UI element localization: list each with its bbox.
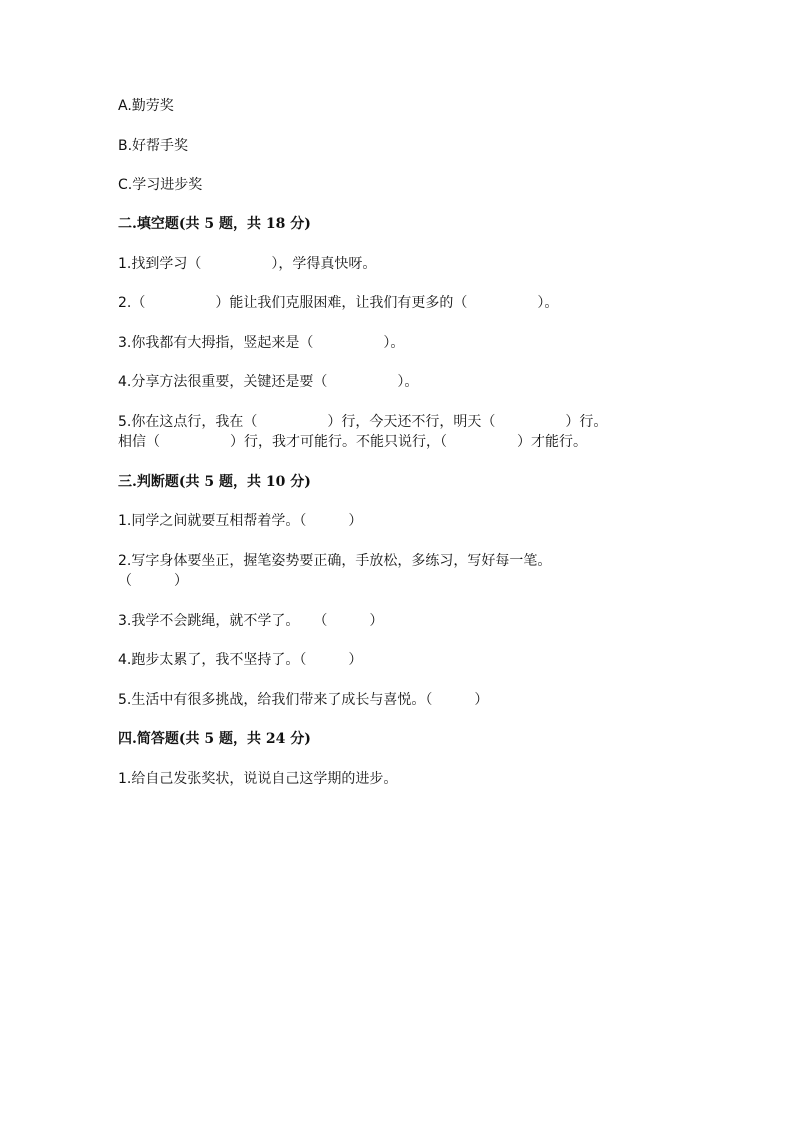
section-heading-short-answer: 四.简答题(共 5 题，共 24 分) bbox=[118, 731, 311, 747]
judge-question-4: 4.跑步太累了，我不坚持了。（ ） bbox=[118, 652, 363, 668]
short-answer-question-1: 1.给自己发张奖状，说说自己这学期的进步。 bbox=[118, 771, 398, 787]
judge-question-2-line-1: 2.写字身体要坐正，握笔姿势要正确，手放松，多练习，写好每一笔。 bbox=[118, 553, 552, 569]
fill-question-1: 1.找到学习（ ），学得真快呀。 bbox=[118, 256, 377, 272]
fill-question-5-line-1: 5.你在这点行，我在（ ）行，今天还不行，明天（ ）行。 bbox=[118, 414, 608, 430]
option-c: C.学习进步奖 bbox=[118, 177, 203, 193]
section-heading-fill-blank: 二.填空题(共 5 题，共 18 分) bbox=[118, 216, 311, 232]
judge-question-3: 3.我学不会跳绳，就不学了。 （ ） bbox=[118, 613, 384, 629]
fill-question-2: 2.（ ）能让我们克服困难，让我们有更多的（ ）。 bbox=[118, 295, 559, 311]
fill-question-4: 4.分享方法很重要，关键还是要（ ）。 bbox=[118, 374, 419, 390]
judge-question-5: 5.生活中有很多挑战，给我们带来了成长与喜悦。（ ） bbox=[118, 692, 489, 708]
option-b: B.好帮手奖 bbox=[118, 138, 189, 154]
fill-question-3: 3.你我都有大拇指，竖起来是（ ）。 bbox=[118, 335, 405, 351]
option-a: A.勤劳奖 bbox=[118, 98, 174, 114]
judge-question-1: 1.同学之间就要互相帮着学。（ ） bbox=[118, 513, 363, 529]
judge-question-2-line-2: （ ） bbox=[118, 573, 188, 589]
section-heading-true-false: 三.判断题(共 5 题，共 10 分) bbox=[118, 474, 311, 490]
fill-question-5-line-2: 相信（ ）行，我才可能行。不能只说行，（ ）才能行。 bbox=[118, 434, 587, 450]
